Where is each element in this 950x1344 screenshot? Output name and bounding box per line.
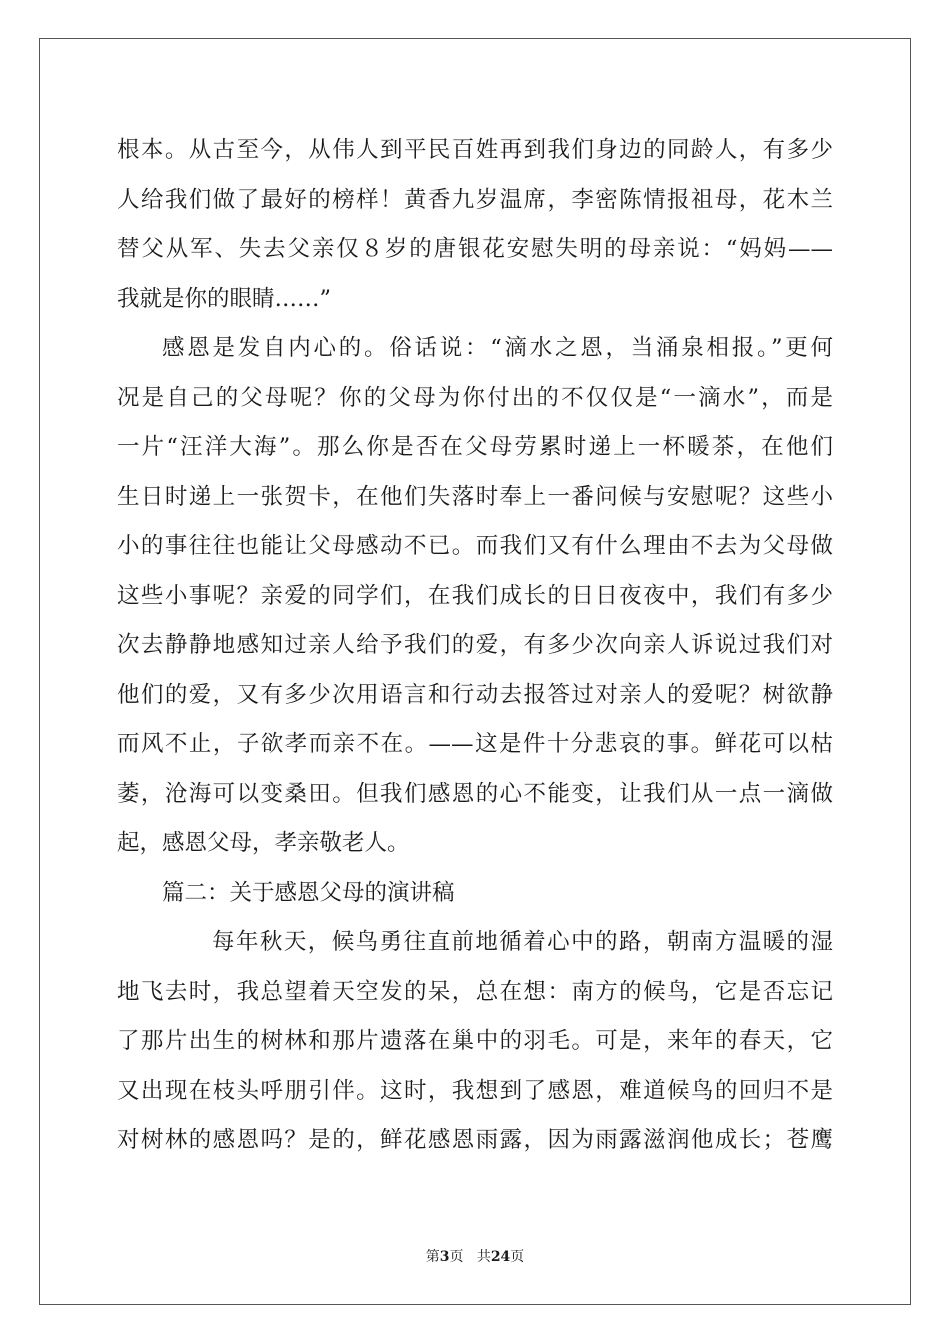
text-line: 次去静静地感知过亲人给予我们的爱，有多少次向亲人诉说过我们对 bbox=[117, 632, 833, 658]
footer-prefix: 第 bbox=[425, 1249, 440, 1265]
text-line: 这些小事呢？亲爱的同学们，在我们成长的日日夜夜中，我们有多少 bbox=[117, 582, 833, 609]
text-line: 况是自己的父母呢？你的父母为你付出的不仅仅是“一滴水”，而是 bbox=[117, 384, 833, 411]
text-line: 一片“汪洋大海”。那么你是否在父母劳累时递上一杯暖茶，在他们 bbox=[117, 434, 833, 460]
footer-total-suffix: 页 bbox=[510, 1249, 525, 1265]
text-line: 人给我们做了最好的榜样！黄香九岁温席，李密陈情报祖母，花木兰 bbox=[117, 186, 833, 213]
text-line: 而风不止，子欲孝而亲不在。——这是件十分悲哀的事。鲜花可以枯 bbox=[117, 731, 833, 757]
text-line: 地飞去时，我总望着天空发的呆，总在想：南方的候鸟，它是否忘记 bbox=[117, 978, 833, 1005]
text-line: 他们的爱，又有多少次用语言和行动去报答过对亲人的爱呢？树欲静 bbox=[117, 681, 833, 708]
text-line: 了那片出生的树林和那片遗落在巢中的羽毛。可是，来年的春天，它 bbox=[117, 1028, 833, 1054]
text-line: 起，感恩父母，孝亲敬老人。 bbox=[117, 830, 410, 856]
text-line: 对树林的感恩吗？是的，鲜花感恩雨露，因为雨露滋润他成长；苍鹰 bbox=[117, 1127, 833, 1153]
paragraph-first-line: 每年秋天，候鸟勇往直前地循着心中的路，朝南方温暖的湿 bbox=[212, 929, 833, 955]
total-page-count: 24 bbox=[490, 1249, 511, 1265]
text-line: 又出现在枝头呼朋引伴。这时，我想到了感恩，难道候鸟的回归不是 bbox=[117, 1077, 833, 1104]
footer-page-suffix: 页 bbox=[449, 1249, 464, 1265]
paragraph-first-line: 感恩是发自内心的。俗话说：“滴水之恩，当涌泉相报。”更何 bbox=[162, 335, 833, 361]
text-line: 根本。从古至今，从伟人到平民百姓再到我们身边的同龄人，有多少 bbox=[117, 137, 833, 163]
page-footer bbox=[0, 1246, 950, 1266]
document-body bbox=[117, 126, 833, 1166]
current-page-number: 3 bbox=[439, 1249, 450, 1265]
section-heading: 篇二：关于感恩父母的演讲稿 bbox=[162, 879, 455, 906]
text-line: 小的事往往也能让父母感动不已。而我们又有什么理由不去为父母做 bbox=[117, 533, 833, 559]
text-line: 生日时递上一张贺卡，在他们失落时奉上一番问候与安慰呢？这些小 bbox=[117, 483, 833, 510]
text-line: 替父从军、失去父亲仅８岁的唐银花安慰失明的母亲说：“妈妈—— bbox=[117, 236, 833, 262]
footer-total-prefix: 共 bbox=[476, 1249, 491, 1265]
text-line: 我就是你的眼睛……” bbox=[117, 285, 332, 312]
text-line: 萎，沧海可以变桑田。但我们感恩的心不能变，让我们从一点一滴做 bbox=[117, 780, 833, 807]
